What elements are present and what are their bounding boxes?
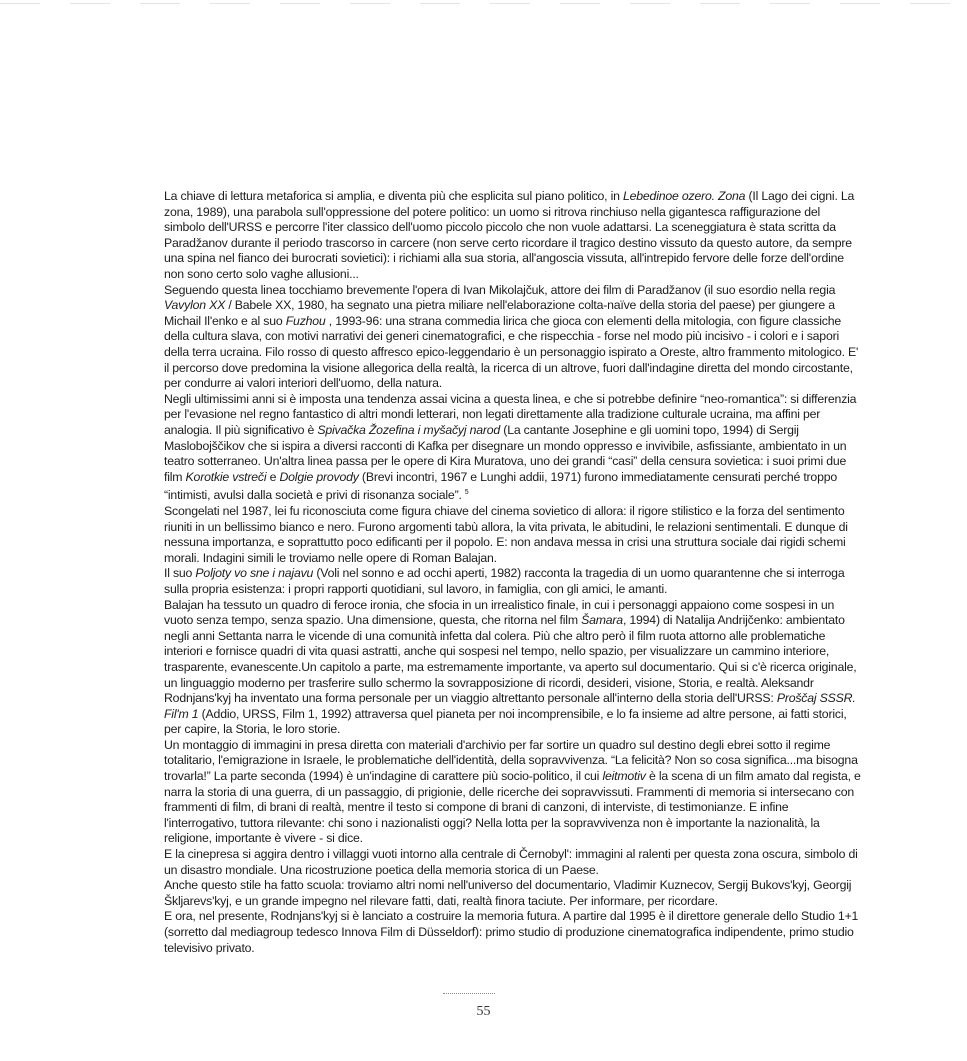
text-run: Negli ultimissimi anni si è imposta una tendenza assai vicina a questa linea, e che si potrebbe definire “neo-romantica”: si differenzia per l'evasione nel regno fantastico di altri mondi letterari, non legati direttamente alla tradizione culturale ucraina, ma affini per analogia. Il più significativo è: [164, 391, 857, 437]
text-run: (Brevi incontri, 1967 e Lunghi addii, 1971) furono immediatamente censurati perché troppo “intimisti, avulsi dalla società e privi di risonanza sociale”.: [164, 469, 837, 503]
paragraph: [164, 598, 864, 738]
film-title: Šamara: [581, 613, 623, 628]
film-title: Poljoty vo sne i najavu: [195, 566, 314, 581]
paragraph: [164, 738, 864, 847]
top-rule: [0, 3, 967, 4]
text-run: (La cantante Josephine e gli uomini topo, 1994) di Sergij Maslobojščikov che si ispira a diversi racconti di Kafka per disegnare un mondo oppresso e invivibile, asfissiante, ambientato in un teatro sotterraneo. Un'altra linea passa per le opere di Kira Muratova, uno dei grandi “casi” della censura sovietica: i suoi primi due film: [164, 422, 847, 484]
paragraph: [164, 283, 864, 392]
text-run: , 1993-96: una strana commedia lirica che gioca con elementi della mitologia, con figure classiche della cultura slava, con motivi narrativi dei generi cinematografici, e che rispecchia - forse nel modo più incisivo - i colori e i sapori della terra ucraina. Filo rosso di questo affresco epico-leggendario è un personaggio ispirato a Oreste, altro frammento mitologico. E' il percorso dove predomina la visione allegorica della realtà, la ricerca di un altrove, fuori dall'indagine diretta del mondo circostante, per condurre ai valori interiori dell'uomo, della natura.: [164, 313, 859, 391]
paragraph: [164, 504, 864, 566]
paragraph: [164, 566, 864, 597]
text-run: Il suo: [164, 566, 196, 581]
text-run: e: [266, 469, 280, 484]
text-run: E la cinepresa si aggira dentro i villaggi vuoti intorno alla centrale di Černobyl': immagini al ralenti per questa zona oscura, simbolo di un disastro mondiale. Una ricostruzione poetica della memoria storica di un Paese.: [164, 847, 858, 877]
film-title: Dolgie provody: [279, 469, 359, 484]
paragraph: [164, 189, 864, 283]
text-run: Anche questo stile ha fatto scuola: troviamo altri nomi nell'universo del documentario, Vladimir Kuznecov, Sergij Bukovs'kyj, Georgij Škljarevs'kyj, e un grande impegno nel rilevare fatti, dati, realtà finora taciute. Per informare, per ricordare.: [164, 878, 852, 908]
film-title: Lebedinoe ozero. Zona: [623, 189, 746, 203]
text-run: Seguendo questa linea tocchiamo brevemente l'opera di Ivan Mikolajčuk, attore dei film di Paradžanov (il suo esordio nella regia: [164, 282, 836, 297]
film-title: Fuzhou: [285, 313, 326, 328]
text-run: è la scena di un film amato dal regista, e narra la storia di una guerra, di un passaggio, di prigionie, delle ricerche dei sopravvissuti. Frammenti di memoria si intersecano con frammenti di film, di brani di realtà, mentre il testo si compone di brani di canzoni, di interviste, di testimonianze. E infine l'interrogativo, tuttora rilevante: chi sono i nazionalisti oggi? Nella lotta per la sopravvivenza non è importante la nazionalità, la religione, importante è vivere - si dice.: [164, 769, 861, 846]
text-run: (Voli nel sonno e ad occhi aperti, 1982) racconta la tragedia di un uomo quarantenne che si interroga sulla propria esistenza: i propri rapporti quotidiani, sul lavoro, in famiglia, con gli amici, le amanti.: [164, 566, 845, 596]
text-run: (Il Lago dei cigni. La zona, 1989), una parabola sull'oppressione del potere politico: un uomo si ritrova rinchiuso nella gigantesca raffigurazione del simbolo dell'URSS e percorre l'iter classico dell'uomo piccolo piccolo che non vuole adattarsi. La sceneggiatura è stata scritta da Paradžanov durante il periodo trascorso in carcere (non serve certo ricordare il tragico destino vissuto da questo autore, da sempre una spina nel fianco dei burocrati sovietici): i richiami alla sua storia, all'angoscia vissuta, all'intrepido fervore delle forze dell'ordine non sono certo solo vaghe allusioni...: [164, 189, 855, 281]
text-run: / Babele XX, 1980, ha segnato una pietra miliare nell'elaborazione colta-naïve della storia del paese) per giungere a Michail Il'enko e al suo: [164, 298, 835, 328]
footer-separator: [443, 993, 495, 994]
film-title: Spivačka Žozefina i myšačyj narod: [317, 422, 501, 437]
paragraph: [164, 392, 864, 504]
text-run: (Addio, URSS, Film 1, 1992) attraversa quel pianeta per noi incomprensibile, e lo fa insieme ad altre persone, ai fatti storici, per capire, la Storia, le loro storie.: [164, 706, 847, 737]
film-title: leitmotiv: [602, 769, 646, 784]
film-title: Vavylon XX: [164, 298, 226, 313]
text-run: Un montaggio di immagini in presa diretta con materiali d'archivio per far sortire un quadro sul destino degli ebrei sotto il regime totalitario, l'emigrazione in Israele, le problematiche dell'identità, della sopravvivenza. “La felicità? Non so cosa significa...ma bisogna trovarla!” La parte seconda (1994) è un'indagine di carattere più socio-politico, il cui: [164, 737, 858, 784]
text-run: Balajan ha tessuto un quadro di feroce ironia, che sfocia in un irrealistico finale, in cui i personaggi appaiono come sospesi in un vuoto senza tempo, senza spazio. Una dimensione, questa, che ritorna nel film: [164, 597, 835, 628]
footnote-ref: 5: [464, 489, 469, 497]
text-run: Scongelati nel 1987, lei fu riconosciuta come figura chiave del cinema sovietico di allora: il rigore stilistico e la forza del sentimento riuniti in un bellissimo bianco e nero. Furono argomenti tabù allora, la vita privata, le abitudini, le relazioni sentimentali. E dunque di nessuna importanza, e soprattutto poco edificanti per il popolo. E: non andava messa in crisi una struttura sociale dai rigidi schemi morali. Indagini simili le troviamo nelle opere di Roman Balajan.: [164, 503, 848, 565]
film-title: Korotkie vstreči: [185, 469, 267, 484]
film-title: Proščaj SSSR. Fil'm 1: [164, 691, 856, 721]
paragraph: [164, 847, 864, 878]
text-run: La chiave di lettura metaforica si amplia, e diventa più che esplicita sul piano politico, in: [164, 189, 623, 203]
paragraph: [164, 909, 864, 956]
article-body: [164, 189, 864, 956]
paragraph: [164, 878, 864, 909]
text-run: E ora, nel presente, Rodnjans'kyj si è lanciato a costruire la memoria futura. A partire dal 1995 è il direttore generale dello Studio 1+1 (sorretto dal mediagroup tedesco Innova Film di Düsseldorf): primo studio di produzione cinematografica indipendente, primo studio televisivo privato.: [164, 909, 859, 955]
text-run: , 1994) di Natalija Andrijčenko: ambientato negli anni Settanta narra le vicende di una comunità infetta dal colera. Più che altro però il film ruota attorno alle problematiche interiori e fornisce quadri di vita quasi astratti, anche qui sospesi nel tempo, nello spazio, per visualizzare un cammino interiore, trasparente, evanescente.Un capitolo a parte, ma estremamente importante, va aperto sul documentario. Qui si c'è ricerca originale, un linguaggio moderno per trasferire sullo schermo la sovrapposizione di ricordi, desideri, visione, Storia, e realtà. Aleksandr Rodnjans'kyj ha inventato una forma personale per un viaggio altrettanto personale all'interno della storia dell'URSS:: [164, 613, 857, 706]
page-number: 55: [476, 1004, 491, 1019]
